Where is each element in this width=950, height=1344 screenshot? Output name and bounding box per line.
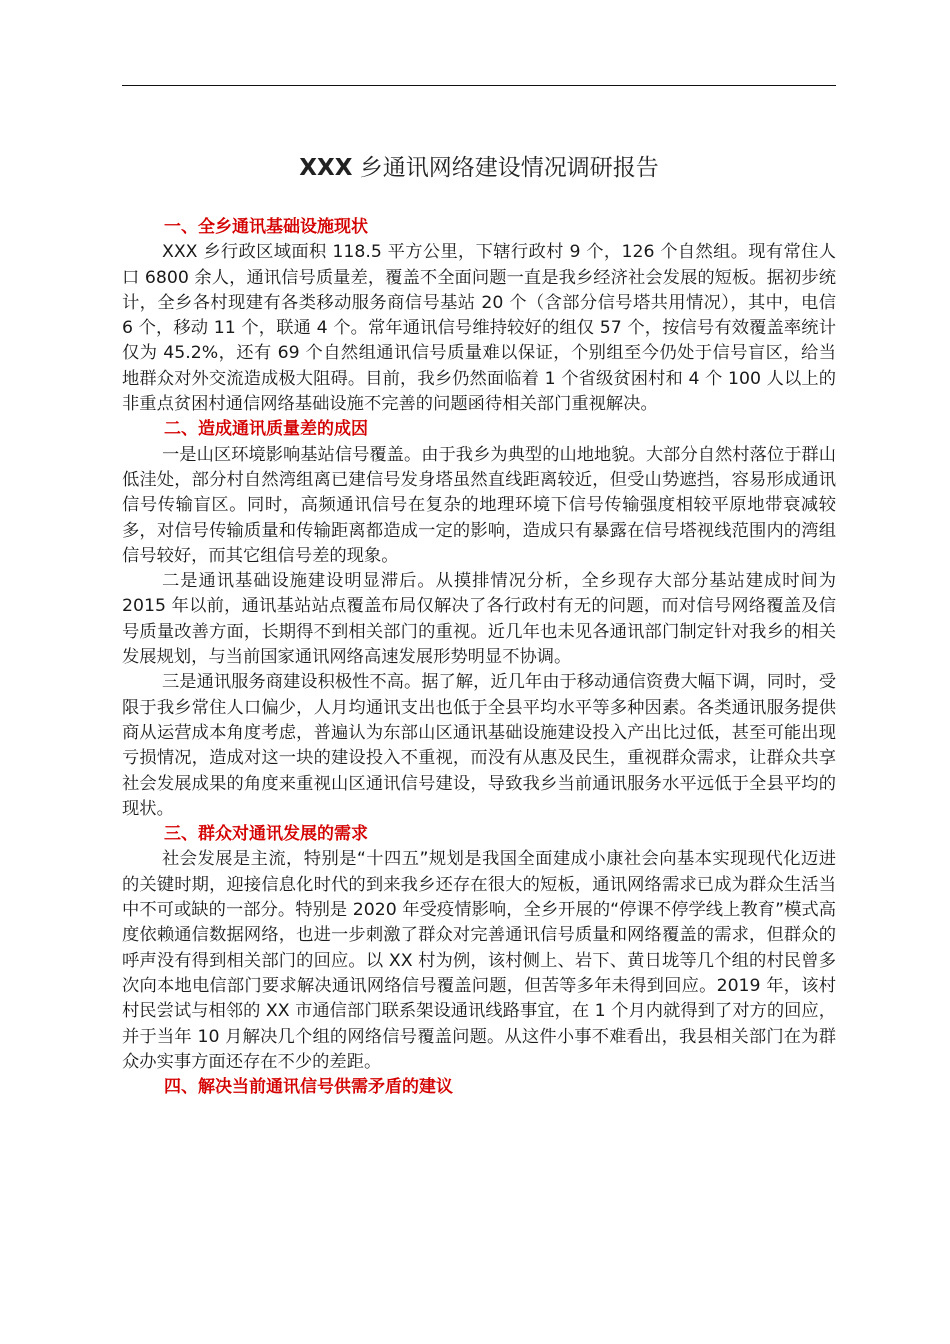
section-heading: 二、造成通讯质量差的成因 [164,419,368,440]
body-paragraph: 社会发展是主流，特别是“十四五”规划是我国全面建成小康社会向基本实现现代化迈进的关键时期，迎接信息化时代的到来我乡还存在很大的短板，通讯网络需求已成为群众生活当中不可或缺的一部分。特别是 2020 年受疫情影响，全乡开展的“停课不停学线上教育”模式高度依赖通信数据网络，也进一步刺激了群众对完善通讯信号质量和网络覆盖的需求，但群众的呼声没有得到相关部门的回应。以 XX 村为例，该村侧上、岩下、黄日垅等几个组的村民曾多次向本地电信部门要求解决通讯网络信号覆盖问题，但苦等多年未得到回应。2019 年，该村村民尝试与相邻的 XX 市通信部门联系架设通讯线路事宜，在 1 个月内就得到了对方的回应，并于当年 10 月解决几个组的网络信号覆盖问题。从这件小事不难看出，我县相关部门在为群众办实事方面还存在不少的差距。 [122,849,836,1072]
title-prefix: XXX [299,155,353,181]
body-paragraph: 一是山区环境影响基站信号覆盖。由于我乡为典型的山地地貌。大部分自然村落位于群山低洼处，部分村自然湾组离已建信号发身塔虽然直线距离较近，但受山势遮挡，容易形成通讯信号传输盲区。同时，高频通讯信号在复杂的地理环境下信号传输强度相较平原地带衰减较多，对信号传输质量和传输距离都造成一定的影响，造成只有暴露在信号塔视线范围内的湾组信号较好，而其它组信号差的现象。 [122,444,836,566]
section-heading: 三、群众对通讯发展的需求 [164,824,368,845]
body-paragraph: 二是通讯基础设施建设明显滞后。从摸排情况分析，全乡现存大部分基站建成时间为 2015 年以前，通讯基站站点覆盖布局仅解决了各行政村有无的问题，而对信号网络覆盖及信号质量改善方面，长期得不到相关部门的重视。近几年也未见各通讯部门制定针对我乡的相关发展规划，与当前国家通讯网络高速发展形势明显不协调。 [122,571,836,668]
page-title [122,150,836,186]
body-paragraph: XXX 乡行政区域面积 118.5 平方公里，下辖行政村 9 个，126 个自然组。现有常住人口 6800 余人，通讯信号质量差，覆盖不全面问题一直是我乡经济社会发展的短板。据初步统计，全乡各村现建有各类移动服务商信号基站 20 个（含部分信号塔共用情况），其中，电信 6 个，移动 11 个，联通 4 个。常年通讯信号维持较好的组仅 57 个，按信号有效覆盖率统计仅为 45.2%，还有 69 个自然组通讯信号质量难以保证，个别组至今仍处于信号盲区，给当地群众对外交流造成极大阻碍。目前，我乡仍然面临着 1 个省级贫困村和 4 个 100 人以上的非重点贫困村通信网络基础设施不完善的问题函待相关部门重视解决。 [122,242,836,415]
body-paragraph: 三是通讯服务商建设积极性不高。据了解，近几年由于移动通信资费大幅下调，同时，受限于我乡常住人口偏少，人月均通讯支出也低于全县平均水平等多种因素。各类通讯服务提供商从运营成本角度考虑，普遍认为东部山区通讯基础设施建设投入产出比过低，甚至可能出现亏损情况，造成对这一块的建设投入不重视，而没有从惠及民生，重视群众需求，让群众共享社会发展成果的角度来重视山区通讯信号建设，导致我乡当前通讯服务水平远低于全县平均的现状。 [122,672,836,819]
section-heading: 一、全乡通讯基础设施现状 [164,217,368,237]
section-heading: 四、解决当前通讯信号供需矛盾的建议 [164,1077,453,1098]
document-body [122,215,836,1100]
header-rule [122,85,836,86]
title-text: 乡通讯网络建设情况调研报告 [352,155,659,181]
